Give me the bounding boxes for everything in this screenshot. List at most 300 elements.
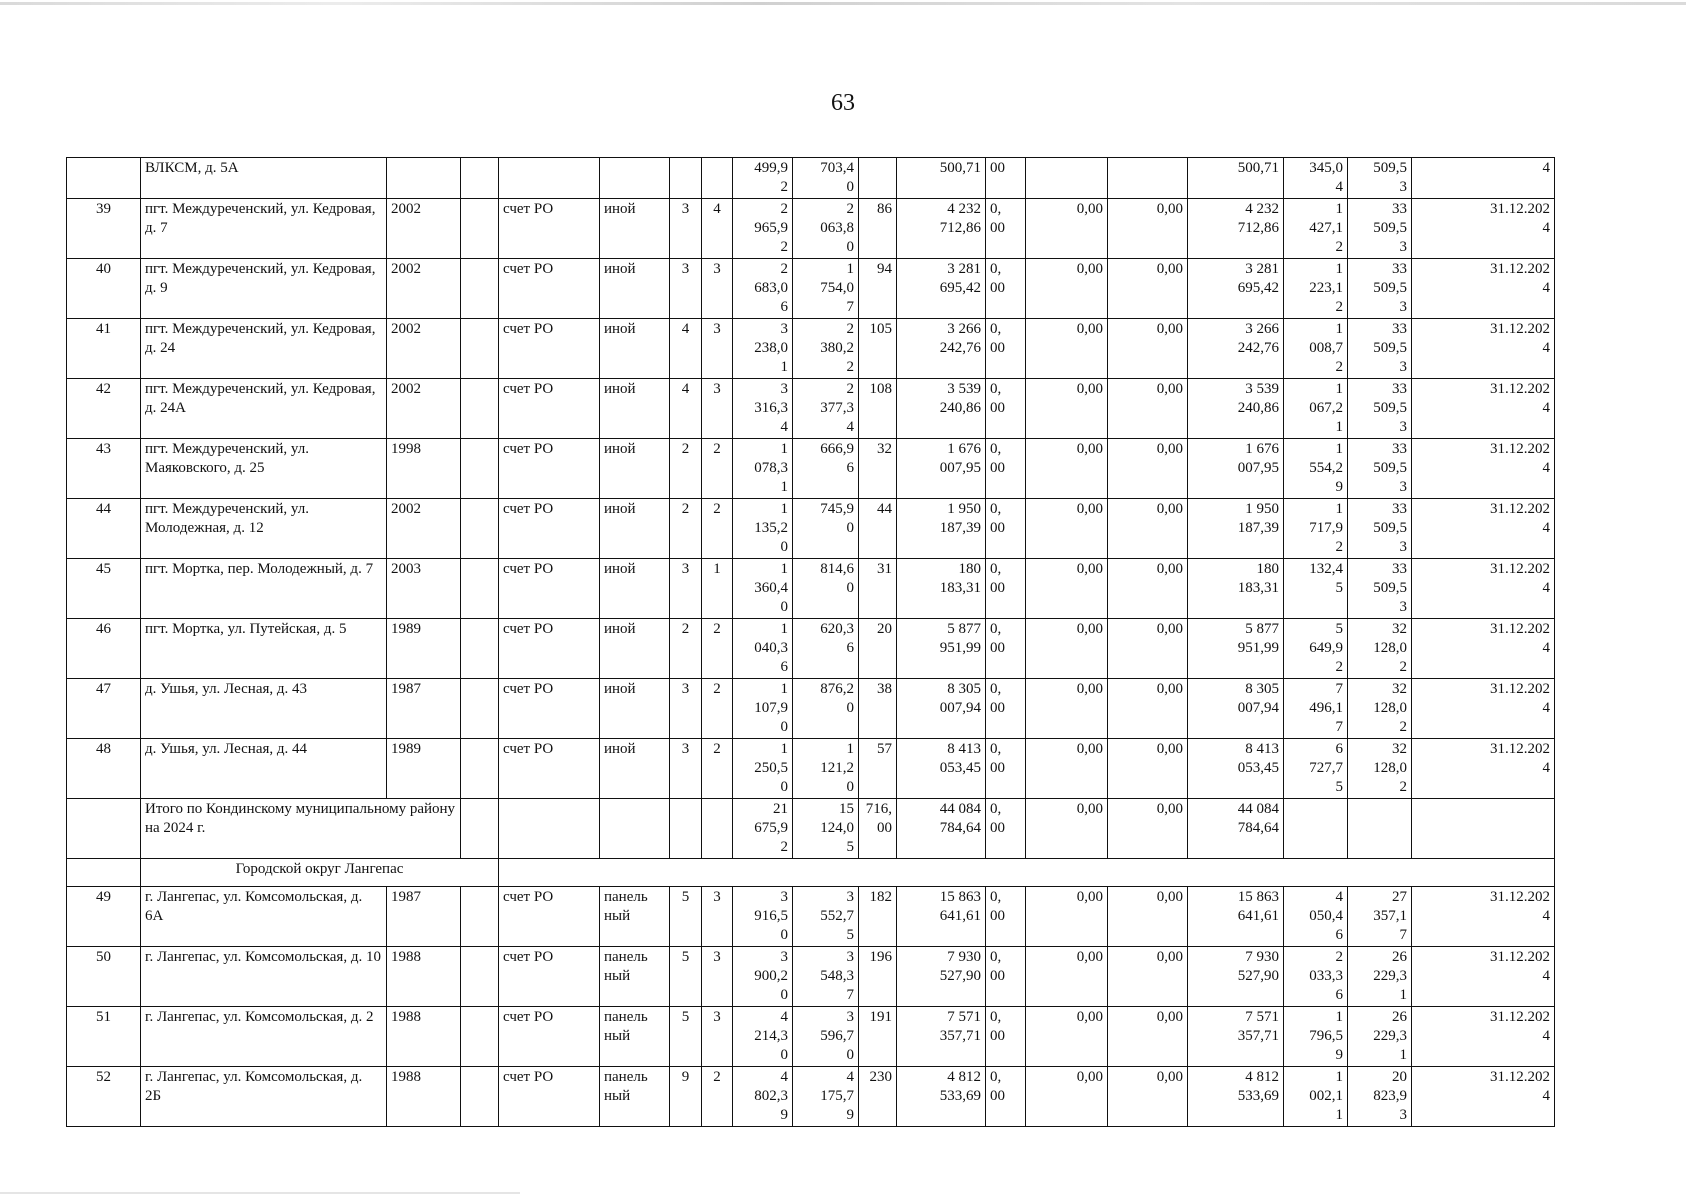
cell-year: 1987 [387,679,461,739]
cell-funds-b: 0,00 [1026,499,1108,559]
cell-entrances: 1 [702,559,733,619]
table-row [67,439,1555,499]
cell-material: иной [600,259,670,319]
cell-empty [461,679,499,739]
cell-spec-cost: 1 554,2 9 [1284,439,1348,499]
subtotal-row [67,799,1555,859]
cell-spec-cost: 1 008,7 2 [1284,319,1348,379]
cell-num: 51 [67,1007,141,1067]
cell-residents: 105 [859,319,897,379]
cell-area-total: 1 250,5 0 [733,739,793,799]
cell-area-living: 876,2 0 [793,679,859,739]
cell-funds-c: 0,00 [1108,259,1188,319]
cell-max-cost: 33 509,5 3 [1348,439,1412,499]
cell-material: иной [600,559,670,619]
cell-residents: 191 [859,1007,897,1067]
cell-address: г. Лангепас, ул. Комсомольская, д. 6А [141,887,387,947]
cell-spec-cost: 1 067,2 1 [1284,379,1348,439]
cell-material: иной [600,319,670,379]
cell-spec-cost: 345,0 4 [1284,158,1348,199]
cell-area-total: 4 802,3 9 [733,1067,793,1127]
cell-entrances: 2 [702,439,733,499]
table-row [67,259,1555,319]
cell-method: счет РО [499,1067,600,1127]
cell-method: счет РО [499,739,600,799]
cell-funds-c: 0,00 [1108,1007,1188,1067]
cell-area-living: 3 552,7 5 [793,887,859,947]
cell-empty [461,319,499,379]
cell-funds-c: 0,00 [1108,619,1188,679]
cell-funds-c: 0,00 [1108,319,1188,379]
cell-residents: 44 [859,499,897,559]
cell-spec-cost: 1 223,1 2 [1284,259,1348,319]
cell-max-cost: 26 229,3 1 [1348,947,1412,1007]
cell-max-cost: 20 823,9 3 [1348,1067,1412,1127]
cell-spec-cost: 7 496,1 7 [1284,679,1348,739]
cell-funds-c: 0,00 [1108,679,1188,739]
cell-entrances: 3 [702,319,733,379]
cell-method: счет РО [499,319,600,379]
cell-funds-a: 0, 00 [986,679,1026,739]
cell-funds-b: 0,00 [1026,319,1108,379]
cell-floors: 3 [670,259,702,319]
cell-method: счет РО [499,199,600,259]
cell-num: 46 [67,619,141,679]
cell-num: 40 [67,259,141,319]
cell-area-total: 2 683,0 6 [733,259,793,319]
cell-funds-e: 15 863 641,61 [1188,887,1284,947]
cell-funds-e: 44 084 784,64 [1188,799,1284,859]
cell-material: иной [600,439,670,499]
cell-funds-b: 0,00 [1026,439,1108,499]
cell-residents: 182 [859,887,897,947]
cell-residents: 196 [859,947,897,1007]
table-row [67,199,1555,259]
cell-max-cost: 33 509,5 3 [1348,559,1412,619]
cell-spec-cost [1284,799,1348,859]
cell-num: 52 [67,1067,141,1127]
cell-cost-total: 3 281 695,42 [897,259,986,319]
table-row [67,739,1555,799]
table-row [67,619,1555,679]
cell-max-cost: 33 509,5 3 [1348,379,1412,439]
cell-address: д. Ушья, ул. Лесная, д. 44 [141,739,387,799]
cell-address: пгт. Междуреченский, ул. Кедровая, д. 24 [141,319,387,379]
cell-year: 1988 [387,1067,461,1127]
cell-residents: 32 [859,439,897,499]
cell-empty [461,439,499,499]
cell-area-living: 666,9 6 [793,439,859,499]
cell-funds-b: 0,00 [1026,559,1108,619]
cell-funds-b: 0,00 [1026,947,1108,1007]
table-row [67,158,1555,199]
cell-method [499,799,600,859]
cell-funds-b: 0,00 [1026,1067,1108,1127]
cell-num: 42 [67,379,141,439]
cell-funds-e: 180 183,31 [1188,559,1284,619]
cell-residents: 38 [859,679,897,739]
cell-funds-a: 0, 00 [986,1007,1026,1067]
cell-funds-b: 0,00 [1026,199,1108,259]
cell-empty [461,887,499,947]
cell-empty [461,158,499,199]
cell-max-cost: 33 509,5 3 [1348,259,1412,319]
cell-funds-c: 0,00 [1108,559,1188,619]
cell-funds-e: 1 950 187,39 [1188,499,1284,559]
cell-address: ВЛКСМ, д. 5А [141,158,387,199]
cell-num [67,158,141,199]
cell-deadline: 31.12.202 4 [1412,619,1555,679]
cell-area-total: 3 316,3 4 [733,379,793,439]
cell-area-total: 1 360,4 0 [733,559,793,619]
cell-max-cost: 33 509,5 3 [1348,319,1412,379]
cell-entrances: 3 [702,947,733,1007]
cell-year: 2002 [387,199,461,259]
cell-floors: 2 [670,499,702,559]
cell-address: г. Лангепас, ул. Комсомольская, д. 2 [141,1007,387,1067]
cell-address: пгт. Междуреченский, ул. Кедровая, д. 9 [141,259,387,319]
cell-cost-total: 44 084 784,64 [897,799,986,859]
subtotal-label: Итого по Кондинскому муниципальному району на 2024 г. [141,799,461,859]
cell-spec-cost: 4 050,4 6 [1284,887,1348,947]
cell-area-total: 3 238,0 1 [733,319,793,379]
cell-area-total: 1 107,9 0 [733,679,793,739]
table-body [67,158,1555,1127]
cell-residents: 57 [859,739,897,799]
cell-floors: 9 [670,1067,702,1127]
cell-funds-e: 7 571 357,71 [1188,1007,1284,1067]
cell-floors [670,799,702,859]
cell-area-living: 1 754,0 7 [793,259,859,319]
cell-floors: 5 [670,947,702,1007]
cell-empty [461,1007,499,1067]
cell-funds-e: 4 232 712,86 [1188,199,1284,259]
cell-year: 2003 [387,559,461,619]
cell-area-total: 1 135,2 0 [733,499,793,559]
cell-num: 41 [67,319,141,379]
cell-funds-b: 0,00 [1026,739,1108,799]
cell-empty [461,1067,499,1127]
cell-empty [461,799,499,859]
cell-area-living: 4 175,7 9 [793,1067,859,1127]
table-row [67,499,1555,559]
cell-spec-cost: 1 796,5 9 [1284,1007,1348,1067]
cell-material: иной [600,679,670,739]
cell-cost-total: 4 232 712,86 [897,199,986,259]
cell-year: 1989 [387,619,461,679]
cell-material: иной [600,199,670,259]
table-row [67,887,1555,947]
cell-residents [859,158,897,199]
cell-funds-c: 0,00 [1108,799,1188,859]
cell-num: 44 [67,499,141,559]
cell-funds-b: 0,00 [1026,379,1108,439]
cell-empty [461,199,499,259]
cell-area-total: 3 916,5 0 [733,887,793,947]
cell-num [67,799,141,859]
cell-num: 49 [67,887,141,947]
cell-area-total: 1 078,3 1 [733,439,793,499]
cell-cost-total: 8 305 007,94 [897,679,986,739]
cell-floors: 4 [670,319,702,379]
cell-deadline: 31.12.202 4 [1412,199,1555,259]
cell-year: 1988 [387,1007,461,1067]
cell-empty [461,947,499,1007]
cell-cost-total: 3 266 242,76 [897,319,986,379]
cell-area-living: 2 063,8 0 [793,199,859,259]
cell-cost-total: 1 676 007,95 [897,439,986,499]
cell-empty [461,379,499,439]
page-number: 63 [831,90,855,116]
cell-funds-e: 3 539 240,86 [1188,379,1284,439]
cell-max-cost: 32 128,0 2 [1348,739,1412,799]
cell-funds-c: 0,00 [1108,739,1188,799]
table-row [67,947,1555,1007]
table-row [67,559,1555,619]
cell-entrances: 2 [702,679,733,739]
cell-address: г. Лангепас, ул. Комсомольская, д. 2Б [141,1067,387,1127]
cell-funds-e: 500,71 [1188,158,1284,199]
table-row [67,679,1555,739]
cell-material: иной [600,739,670,799]
cell-area-living: 2 380,2 2 [793,319,859,379]
cell-floors [670,158,702,199]
cell-floors: 3 [670,679,702,739]
cell-floors: 3 [670,559,702,619]
cell-material: иной [600,619,670,679]
cell-num: 48 [67,739,141,799]
cell-area-living: 703,4 0 [793,158,859,199]
cell-residents: 86 [859,199,897,259]
cell-floors: 4 [670,379,702,439]
section-row [67,859,1555,887]
cell-cost-total: 8 413 053,45 [897,739,986,799]
cell-funds-c: 0,00 [1108,199,1188,259]
cell-address: пгт. Междуреченский, ул. Кедровая, д. 24А [141,379,387,439]
cell-empty [461,259,499,319]
cell-area-total: 499,9 2 [733,158,793,199]
scan-artifact-bottom [0,1192,520,1194]
cell-entrances: 2 [702,739,733,799]
cell-address: пгт. Мортка, ул. Путейская, д. 5 [141,619,387,679]
cell-num [67,859,141,887]
cell-area-total: 2 965,9 2 [733,199,793,259]
cell-funds-a: 0, 00 [986,1067,1026,1127]
cell-deadline: 31.12.202 4 [1412,887,1555,947]
cell-num: 50 [67,947,141,1007]
cell-max-cost: 33 509,5 3 [1348,199,1412,259]
cell-funds-a: 0, 00 [986,559,1026,619]
cell-year: 1988 [387,947,461,1007]
cell-year: 2002 [387,259,461,319]
cell-funds-c: 0,00 [1108,379,1188,439]
cell-address: д. Ушья, ул. Лесная, д. 43 [141,679,387,739]
cell-funds-a: 0, 00 [986,619,1026,679]
cell-funds-e: 8 413 053,45 [1188,739,1284,799]
cell-material [600,158,670,199]
cell-funds-e: 4 812 533,69 [1188,1067,1284,1127]
cell-max-cost: 27 357,1 7 [1348,887,1412,947]
cell-area-living: 15 124,0 5 [793,799,859,859]
cell-residents: 716, 00 [859,799,897,859]
cell-cost-total: 5 877 951,99 [897,619,986,679]
cell-funds-c: 0,00 [1108,887,1188,947]
cell-spec-cost: 2 033,3 6 [1284,947,1348,1007]
cell-funds-e: 3 266 242,76 [1188,319,1284,379]
cell-cost-total: 180 183,31 [897,559,986,619]
cell-year: 1989 [387,739,461,799]
cell-area-total: 3 900,2 0 [733,947,793,1007]
cell-cost-total: 500,71 [897,158,986,199]
cell-num: 45 [67,559,141,619]
cell-area-living: 3 548,3 7 [793,947,859,1007]
cell-method: счет РО [499,439,600,499]
cell-funds-a: 0, 00 [986,499,1026,559]
cell-entrances: 3 [702,1007,733,1067]
cell-empty [461,499,499,559]
cell-material: иной [600,499,670,559]
cell-material: панель ный [600,947,670,1007]
section-rest [499,859,1555,887]
cell-method: счет РО [499,1007,600,1067]
cell-floors: 2 [670,619,702,679]
cell-area-total: 4 214,3 0 [733,1007,793,1067]
cell-funds-a: 0, 00 [986,439,1026,499]
cell-entrances: 3 [702,259,733,319]
scan-artifact-top [0,2,1686,5]
cell-max-cost [1348,799,1412,859]
cell-deadline: 31.12.202 4 [1412,947,1555,1007]
cell-deadline: 31.12.202 4 [1412,559,1555,619]
section-title: Городской округ Лангепас [141,859,499,887]
capital-repair-table [66,157,1555,1127]
cell-year: 1987 [387,887,461,947]
cell-material: панель ный [600,1067,670,1127]
cell-area-living: 2 377,3 4 [793,379,859,439]
cell-entrances: 2 [702,619,733,679]
cell-deadline: 4 [1412,158,1555,199]
cell-funds-a: 0, 00 [986,739,1026,799]
cell-funds-a: 00 [986,158,1026,199]
cell-cost-total: 15 863 641,61 [897,887,986,947]
cell-funds-b: 0,00 [1026,619,1108,679]
cell-residents: 230 [859,1067,897,1127]
cell-area-total: 21 675,9 2 [733,799,793,859]
cell-address: пгт. Междуреченский, ул. Кедровая, д. 7 [141,199,387,259]
cell-num: 47 [67,679,141,739]
cell-material: панель ный [600,1007,670,1067]
cell-spec-cost: 5 649,9 2 [1284,619,1348,679]
cell-year: 2002 [387,319,461,379]
cell-max-cost: 509,5 3 [1348,158,1412,199]
cell-max-cost: 32 128,0 2 [1348,619,1412,679]
cell-year: 1998 [387,439,461,499]
cell-deadline: 31.12.202 4 [1412,679,1555,739]
cell-funds-c: 0,00 [1108,1067,1188,1127]
cell-funds-e: 8 305 007,94 [1188,679,1284,739]
cell-empty [461,739,499,799]
cell-spec-cost: 1 002,1 1 [1284,1067,1348,1127]
cell-method: счет РО [499,619,600,679]
cell-entrances: 2 [702,1067,733,1127]
cell-method: счет РО [499,947,600,1007]
cell-address: пгт. Междуреченский, ул. Молодежная, д. 12 [141,499,387,559]
cell-cost-total: 3 539 240,86 [897,379,986,439]
cell-funds-b: 0,00 [1026,679,1108,739]
cell-funds-c: 0,00 [1108,499,1188,559]
cell-year [387,158,461,199]
cell-area-living: 620,3 6 [793,619,859,679]
cell-cost-total: 7 571 357,71 [897,1007,986,1067]
cell-max-cost: 32 128,0 2 [1348,679,1412,739]
cell-residents: 94 [859,259,897,319]
cell-material: панель ный [600,887,670,947]
cell-residents: 31 [859,559,897,619]
cell-deadline [1412,799,1555,859]
cell-floors: 3 [670,199,702,259]
cell-funds-c: 0,00 [1108,947,1188,1007]
cell-residents: 108 [859,379,897,439]
cell-entrances [702,799,733,859]
cell-spec-cost: 6 727,7 5 [1284,739,1348,799]
cell-year: 2002 [387,499,461,559]
cell-material: иной [600,379,670,439]
cell-deadline: 31.12.202 4 [1412,499,1555,559]
cell-num: 43 [67,439,141,499]
cell-funds-e: 5 877 951,99 [1188,619,1284,679]
cell-funds-e: 3 281 695,42 [1188,259,1284,319]
cell-funds-a: 0, 00 [986,947,1026,1007]
cell-funds-a: 0, 00 [986,319,1026,379]
cell-deadline: 31.12.202 4 [1412,739,1555,799]
cell-floors: 5 [670,887,702,947]
cell-method: счет РО [499,379,600,439]
cell-funds-b: 0,00 [1026,799,1108,859]
cell-max-cost: 33 509,5 3 [1348,499,1412,559]
table-row [67,1067,1555,1127]
cell-deadline: 31.12.202 4 [1412,1067,1555,1127]
cell-method: счет РО [499,679,600,739]
cell-funds-a: 0, 00 [986,199,1026,259]
cell-method: счет РО [499,887,600,947]
cell-address: г. Лангепас, ул. Комсомольская, д. 10 [141,947,387,1007]
cell-funds-a: 0, 00 [986,799,1026,859]
cell-funds-b: 0,00 [1026,887,1108,947]
cell-funds-a: 0, 00 [986,259,1026,319]
cell-method: счет РО [499,499,600,559]
cell-entrances: 3 [702,887,733,947]
cell-entrances: 4 [702,199,733,259]
cell-material [600,799,670,859]
cell-address: пгт. Мортка, пер. Молодежный, д. 7 [141,559,387,619]
cell-funds-b [1026,158,1108,199]
cell-num: 39 [67,199,141,259]
cell-funds-a: 0, 00 [986,379,1026,439]
cell-funds-b: 0,00 [1026,259,1108,319]
cell-method: счет РО [499,559,600,619]
cell-max-cost: 26 229,3 1 [1348,1007,1412,1067]
cell-address: пгт. Междуреченский, ул. Маяковского, д. 25 [141,439,387,499]
cell-deadline: 31.12.202 4 [1412,319,1555,379]
cell-empty [461,619,499,679]
cell-funds-b: 0,00 [1026,1007,1108,1067]
cell-area-living: 3 596,7 0 [793,1007,859,1067]
cell-area-living: 814,6 0 [793,559,859,619]
cell-deadline: 31.12.202 4 [1412,1007,1555,1067]
cell-spec-cost: 1 427,1 2 [1284,199,1348,259]
cell-deadline: 31.12.202 4 [1412,259,1555,319]
cell-empty [461,559,499,619]
